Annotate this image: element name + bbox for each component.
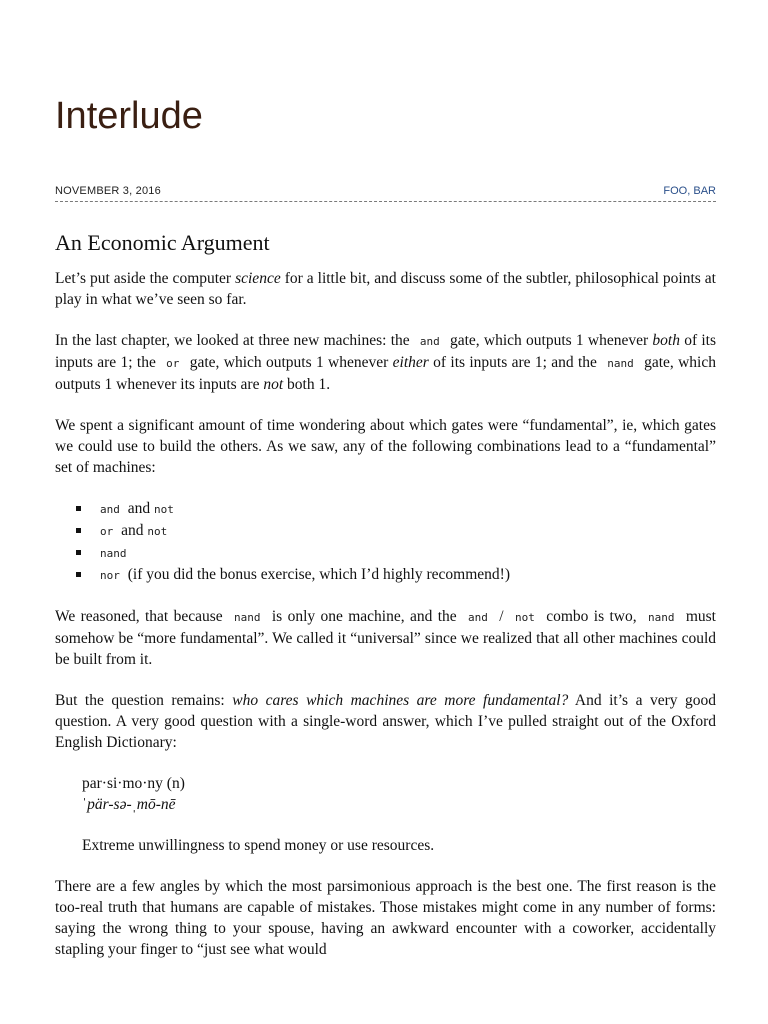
- post-date: NOVEMBER 3, 2016: [55, 185, 161, 197]
- section-heading: An Economic Argument: [55, 230, 270, 255]
- paragraph-gates: In the last chapter, we looked at three new machines: the and gate, which outputs 1 whenever both of its inputs are 1; the or gate, which outputs 1 whenever either of its inputs are 1; and the nand gate, which outputs 1 whenever its inputs are not both 1.: [55, 332, 716, 393]
- definition-word: par·si·mo·ny (n): [82, 775, 185, 792]
- tag-separator: ,: [687, 185, 694, 197]
- paragraph-angles: There are a few angles by which the most parsimonious approach is the best one. The first reason is the too-real truth that humans are capable of mistakes. Those mistakes might come in any number of forms: saying the wrong thing to your spouse, having an awkward encounter with a coworker, accidentally stapling your finger to “just see what would: [55, 878, 716, 958]
- definition-pronunciation: ˈpär-sə-ˌmō-nē: [82, 796, 176, 813]
- post-tags: [663, 184, 716, 198]
- post-title: Interlude: [55, 95, 203, 137]
- code-nand: nand: [642, 611, 681, 624]
- code-and: and: [414, 335, 446, 348]
- post-content: [55, 228, 716, 980]
- code-nand: nand: [228, 611, 267, 624]
- tag-link-foo[interactable]: FOO: [663, 185, 688, 197]
- code-not: not: [509, 611, 541, 624]
- tag-link-bar[interactable]: BAR: [693, 185, 716, 197]
- code-or: or: [160, 357, 185, 370]
- paragraph-fundamental: We spent a significant amount of time wondering about which gates were “fundamental”, ie, which gates we could use to build the others. As we saw, any of the following combinations lead to a “fundamental” set of machines:: [55, 417, 716, 476]
- definition-meaning: Extreme unwillingness to spend money or use resources.: [82, 837, 435, 854]
- code-nand: nand: [601, 357, 640, 370]
- list-item: nand: [55, 542, 716, 564]
- paragraph-question: But the question remains: who cares which machines are more fundamental? And it’s a very good question. A very good question with a single-word answer, which I’ve pulled straight out of the Oxford English Dictionary:: [55, 692, 717, 751]
- list-item: or and not: [55, 520, 716, 542]
- combinations-list: [55, 498, 716, 586]
- post-meta: [55, 184, 716, 202]
- dictionary-definition: [55, 773, 716, 815]
- code-and: and: [462, 611, 494, 624]
- paragraph-intro: Let’s put aside the computer science for a little bit, and discuss some of the subtler, philosophical points at play in what we’ve seen so far.: [55, 270, 716, 308]
- list-item: nor (if you did the bonus exercise, which I’d highly recommend!): [55, 564, 716, 586]
- list-item: and and not: [55, 498, 716, 520]
- paragraph-reasoned: We reasoned, that because nand is only one machine, and the and / not combo is two, nand must somehow be “more fundamental”. We called it “universal” since we realized that all other machines could be built from it.: [55, 608, 716, 668]
